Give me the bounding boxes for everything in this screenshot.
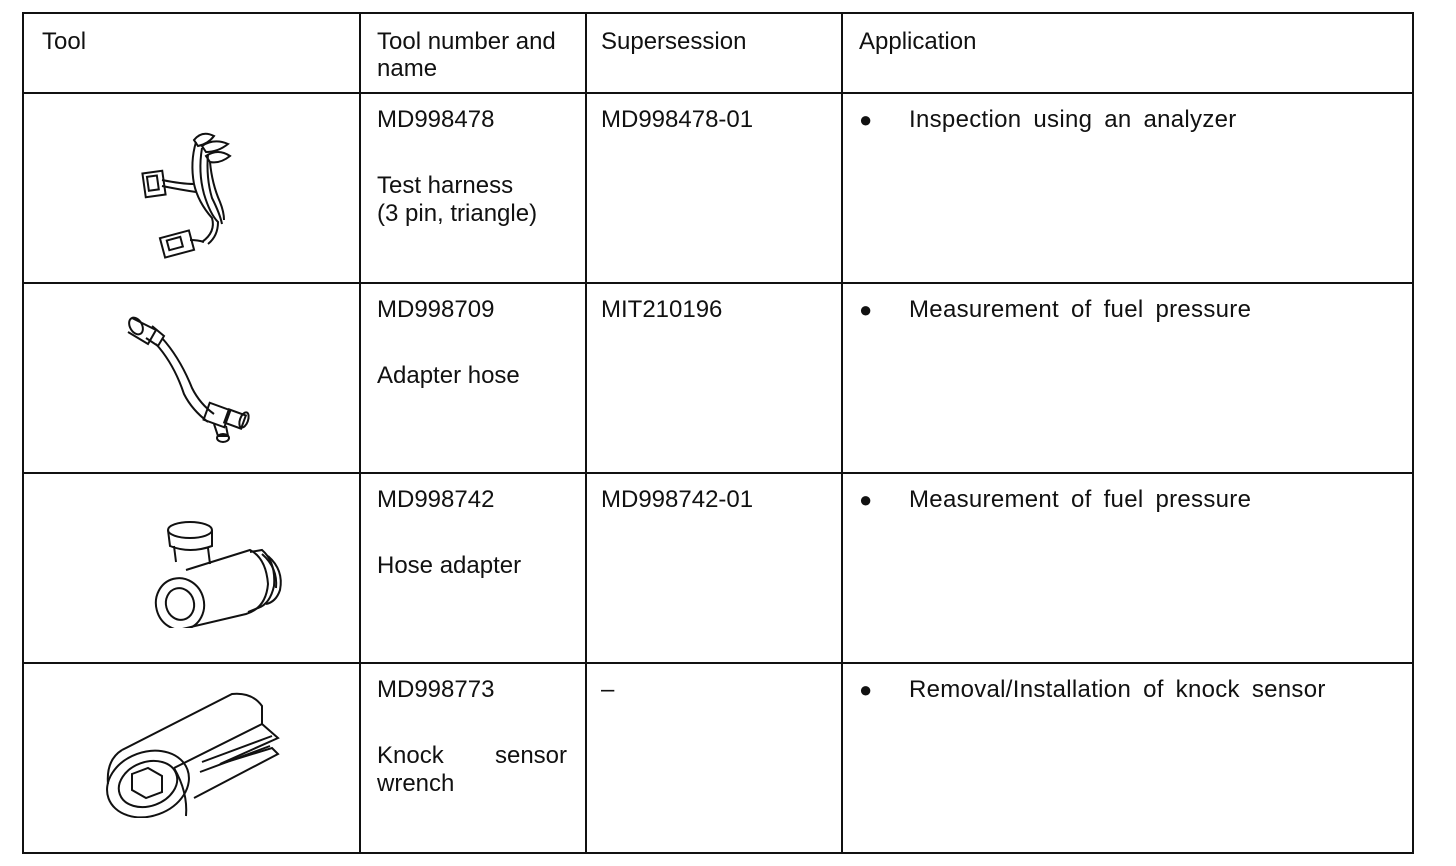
application-cell: [842, 663, 1413, 853]
table-row: [23, 93, 1413, 283]
adapter-hose-illustration: [122, 308, 262, 448]
bullet-icon: ●: [859, 677, 873, 702]
tool-name: Test harness: [377, 172, 514, 199]
bullet-icon: ●: [859, 487, 873, 512]
tool-name: Hose adapter: [377, 552, 522, 579]
header-tool: Tool: [23, 13, 360, 93]
supersession-cell: MIT210196: [586, 283, 842, 473]
table-row: [23, 473, 1413, 663]
tool-number-name-cell: [360, 93, 586, 283]
tool-number: MD998773: [377, 676, 495, 703]
header-supersession: Supersession: [586, 13, 842, 93]
tool-number-name-cell: [360, 473, 586, 663]
tool-illustration-cell: [23, 93, 360, 283]
tool-illustration-cell: [23, 283, 360, 473]
tool-number-name-cell: [360, 283, 586, 473]
test-harness-illustration: [132, 122, 272, 262]
application-cell: [842, 93, 1413, 283]
table-row: [23, 663, 1413, 853]
tool-name-detail: (3 pin, triangle): [377, 200, 538, 227]
application-text: Inspection using an analyzer: [909, 106, 1237, 133]
special-tools-table: [22, 12, 1414, 854]
tool-name: Knock sensor wrench: [377, 742, 567, 797]
bullet-icon: ●: [859, 297, 873, 322]
application-cell: [842, 283, 1413, 473]
supersession-cell: –: [586, 663, 842, 853]
supersession-cell: MD998478-01: [586, 93, 842, 283]
application-cell: [842, 473, 1413, 663]
table-row: [23, 283, 1413, 473]
tool-number: MD998478: [377, 106, 495, 133]
application-text: Measurement of fuel pressure: [909, 486, 1252, 513]
application-text: Removal/Installation of knock sensor: [909, 676, 1326, 703]
bullet-icon: ●: [859, 107, 873, 132]
tool-name: Adapter hose: [377, 362, 520, 389]
tool-illustration-cell: [23, 473, 360, 663]
tool-number: MD998742: [377, 486, 495, 513]
tool-illustration-cell: [23, 663, 360, 853]
table-header-row: [23, 13, 1413, 93]
header-application: Application: [842, 13, 1413, 93]
knock-sensor-wrench-illustration: [102, 688, 292, 818]
application-text: Measurement of fuel pressure: [909, 296, 1252, 323]
tool-number: MD998709: [377, 296, 495, 323]
header-tool-number-name: Tool number and name: [360, 13, 586, 93]
supersession-cell: MD998742-01: [586, 473, 842, 663]
hose-adapter-illustration: [150, 518, 290, 628]
tool-number-name-cell: [360, 663, 586, 853]
